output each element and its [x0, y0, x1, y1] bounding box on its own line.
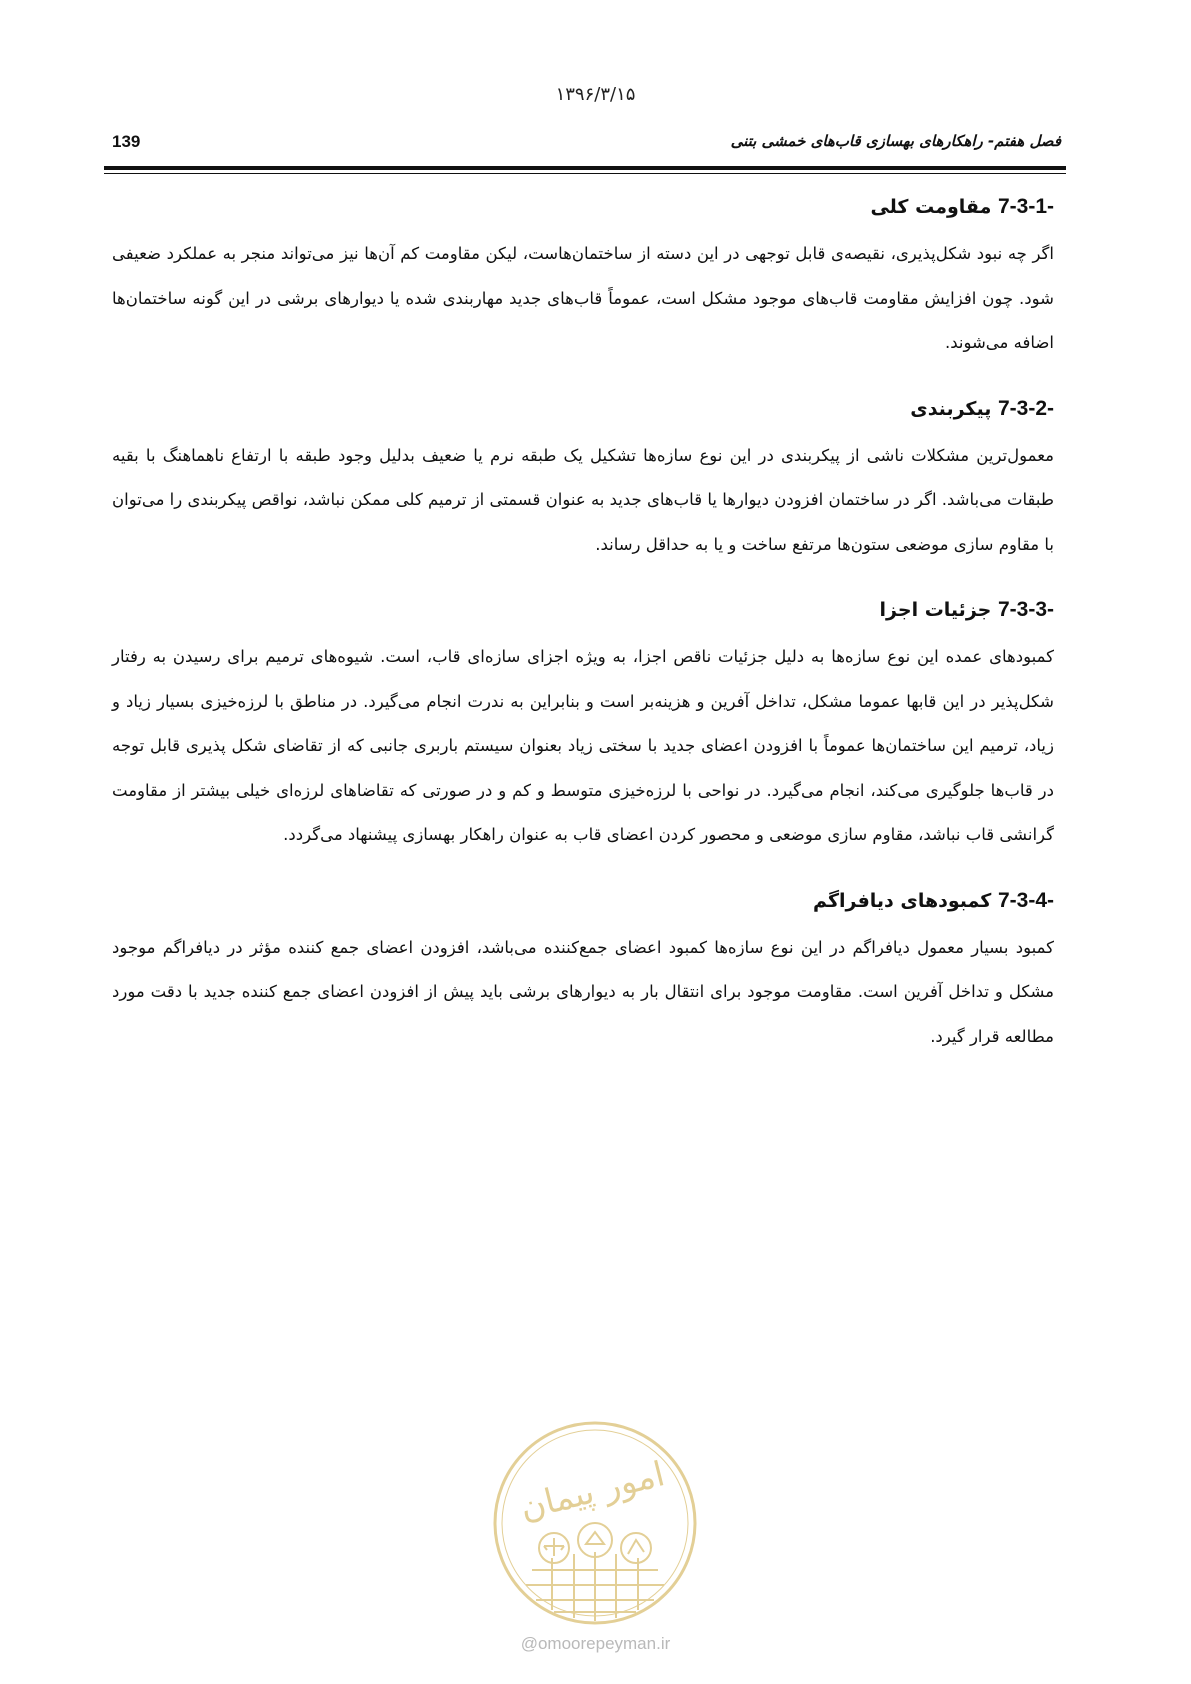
section-configuration — [112, 390, 1054, 568]
section-paragraph: اگر چه نبود شکل‌پذیری، نقیصه‌ی قابل توجهی در این دسته از ساختمان‌هاست، لیکن مقاومت کم آن‌ها نیز می‌تواند منجر به عملکرد ضعیفی شود. چون افزایش مقاومت قاب‌های موجود مشکل است، عموماً قاب‌های جدید مهاربندی شده یا دیوارهای برشی در این گونه ساختمان‌ها اضافه می‌شوند. — [112, 244, 1054, 352]
page-number: 139 — [112, 132, 141, 151]
header-rule-thin — [104, 173, 1066, 174]
header-date: ۱۳۹۶/۳/۱۵ — [555, 84, 636, 105]
section-component-details — [112, 591, 1054, 858]
section-paragraph: کمبود بسیار معمول دیافراگم در این نوع سازه‌ها کمبود اعضای جمع‌کننده می‌باشد، افزودن اعضای جمع کننده مؤثر در دیافراگم موجود مشکل و تداخل آفرین است. مقاومت موجود برای انتقال بار به دیوارهای برشی باید پیش از افزودن اعضای جمع کننده جدید با دقت مورد مطالعه قرار گیرد. — [112, 937, 1054, 1046]
section-title: مقاومت کلی — [870, 196, 992, 218]
section-heading — [112, 882, 1054, 926]
watermark-caption: @omoorepeyman.ir — [520, 1634, 671, 1653]
section-diaphragm-deficiencies — [112, 882, 1054, 1060]
section-number: 7-3-4- — [997, 888, 1054, 912]
section-overall-strength — [112, 188, 1054, 366]
watermark-emblems — [539, 1523, 651, 1563]
running-title: فصل هفتم- راهکارهای بهسازی قاب‌های خمشی بتنی — [730, 132, 1061, 150]
section-title: کمبودهای دیافراگم — [813, 889, 992, 912]
page-body — [112, 188, 1054, 1083]
watermark-seal — [492, 1420, 698, 1626]
section-number: 7-3-2- — [997, 396, 1054, 420]
section-title: پیکربندی — [910, 397, 992, 420]
section-paragraph: کمبودهای عمده این نوع سازه‌ها به دلیل جزئیات ناقص اجزا، به ویژه اجزای سازه‌ای قاب، است. شیوه‌های ترمیم برای رسیدن به رفتار شکل‌پذیر در این قابها عموما مشکل، تداخل آفرین و هزینه‌بر است و بنابراین به ندرت انجام می‌گیرد. در مناطق با لرزه‌خیزی بسیار زیاد و زیاد، ترمیم این ساختمان‌ها عموماً با افزودن اعضای جدید با سختی زیاد بعنوان سیستم باربری جانبی که از تقاضای شکل پذیری قابل توجه در قاب‌ها جلوگیری می‌کند، انجام می‌گیرد. در نواحی با لرزه‌خیزی متوسط و کم و در صورتی که تقاضاهای لرزه‌ای خیلی بیشتر از مقاومت گرانشی قاب نباشد، مقاوم سازی موضعی و محصور کردن اعضای قاب به عنوان راهکار بهسازی پیشنهاد می‌گردد. — [112, 647, 1054, 844]
section-title: جزئیات اجزا — [879, 599, 992, 621]
section-heading — [112, 390, 1054, 434]
section-heading — [112, 591, 1054, 635]
section-number: 7-3-1- — [997, 195, 1054, 218]
section-paragraph: معمول‌ترین مشکلات ناشی از پیکربندی در این نوع سازه‌ها تشکیل یک طبقه نرم یا ضعیف بدلیل وجود طبقه با ارتفاع ناهماهنگ با بقیه طبقات می‌باشد. اگر در ساختمان افزودن دیوارها یا قاب‌های جدید به عنوان قسمتی از ترمیم کلی ممکن نباشد، نواقص پیکربندی را می‌توان با مقاوم سازی موضعی ستون‌ها مرتفع ساخت و یا به حداقل رساند. — [112, 445, 1054, 554]
watermark-seal-text: امور پیمان — [516, 1454, 669, 1529]
section-heading — [112, 188, 1054, 232]
header-rule-thick — [104, 166, 1066, 170]
section-number: 7-3-3- — [997, 598, 1054, 621]
